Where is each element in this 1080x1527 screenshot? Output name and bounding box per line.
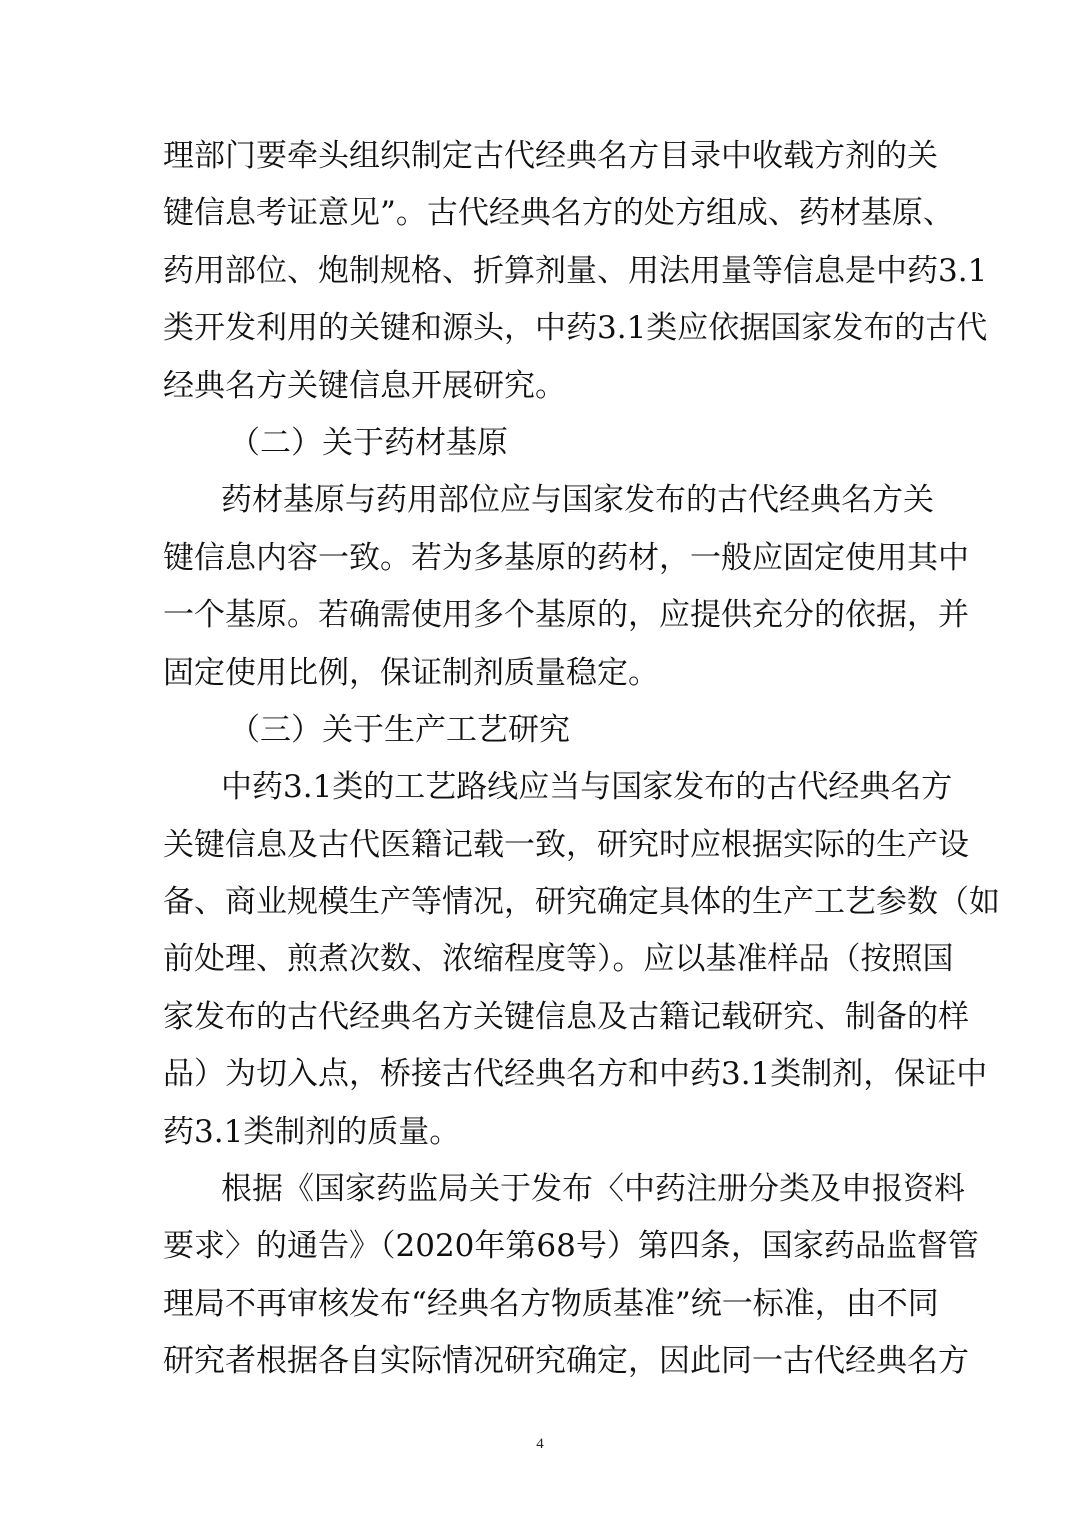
text-line: 家发布的古代经典名方关键信息及古籍记载研究、制备的样 <box>163 998 969 1035</box>
text-line: 研究者根据各自实际情况研究确定，因此同一古代经典名方 <box>163 1343 969 1380</box>
text-line: 一个基原。若确需使用多个基原的，应提供充分的依据，并 <box>163 597 969 634</box>
text-line: 品）为切入点，桥接古代经典名方和中药3.1类制剂，保证中 <box>163 1056 988 1093</box>
body-text <box>163 128 1000 1391</box>
text-line: 类开发利用的关键和源头，中药3.1类应依据国家发布的古代 <box>163 310 988 347</box>
page-number: 4 <box>536 1436 544 1452</box>
text-line: 备、商业规模生产等情况，研究确定具体的生产工艺参数（如 <box>163 884 1000 921</box>
text-line: 前处理、煎煮次数、浓缩程度等）。应以基准样品（按照国 <box>163 941 954 978</box>
text-line: 固定使用比例，保证制剂质量稳定。 <box>163 654 659 691</box>
text-line: 药用部位、炮制规格、折算剂量、用法用量等信息是中药3.1 <box>163 252 988 289</box>
text-line: 关键信息及古代医籍记载一致，研究时应根据实际的生产设 <box>163 826 969 863</box>
section-heading: （三）关于生产工艺研究 <box>229 711 570 748</box>
section-heading: （二）关于药材基原 <box>229 424 508 461</box>
text-line: 键信息内容一致。若为多基原的药材，一般应固定使用其中 <box>163 539 969 576</box>
text-line: 理局不再审核发布“经典名方物质基准”统一标准，由不同 <box>163 1285 939 1322</box>
text-line: 要求〉的通告》（2020年第68号）第四条，国家药品监督管 <box>163 1228 979 1265</box>
text-line: 药3.1类制剂的质量。 <box>163 1113 461 1150</box>
text-line: 键信息考证意见”。古代经典名方的处方组成、药材基原、 <box>163 195 954 232</box>
text-line: 药材基原与药用部位应与国家发布的古代经典名方关 <box>221 482 934 519</box>
text-line: 理部门要牵头组织制定古代经典名方目录中收载方剂的关 <box>163 138 938 174</box>
text-line: 经典名方关键信息开展研究。 <box>163 367 566 404</box>
text-line: 根据《国家药监局关于发布〈中药注册分类及申报资料 <box>221 1171 965 1208</box>
text-line: 中药3.1类的工艺路线应当与国家发布的古代经典名方 <box>221 769 953 806</box>
